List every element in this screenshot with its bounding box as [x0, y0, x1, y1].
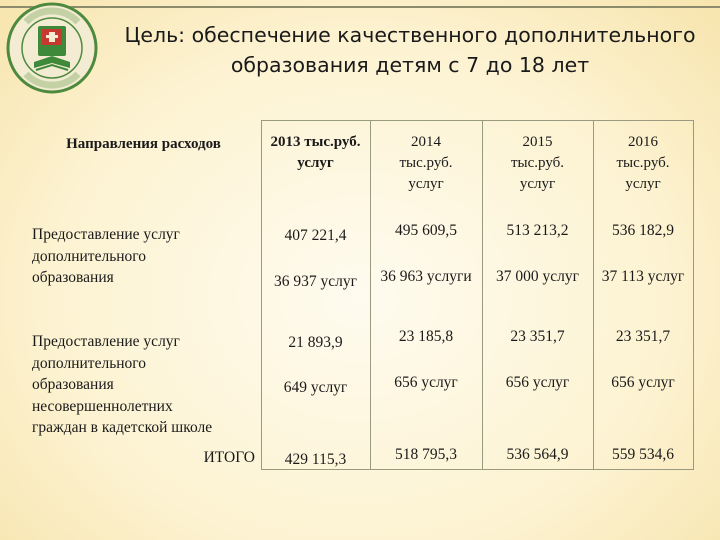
row1-label: Предоставление услуг дополнительного образования: [32, 226, 180, 286]
row2-services-2016: 656 услуг: [611, 374, 675, 391]
slide-title-line1: Цель: обеспечение качественного дополнительного: [124, 23, 696, 47]
header-2016: 2016 тыс.руб. услуг: [616, 134, 670, 192]
row1-services-2016: 37 113 услуг: [601, 268, 685, 285]
top-rule: [0, 6, 720, 8]
row2-money-2013: 21 893,9: [288, 334, 343, 351]
row2-money-2015: 23 351,7: [510, 328, 565, 345]
table-divider: [693, 120, 694, 470]
row2-services-2015: 656 услуг: [505, 374, 570, 391]
emblem-logo: [6, 2, 98, 94]
total-label: ИТОГО: [203, 449, 255, 466]
slide-title-line2: образования детям с 7 до 18 лет: [230, 53, 590, 77]
row2-money-2016: 23 351,7: [615, 328, 671, 345]
row2-label: Предоставление услуг дополнительного образования несовершеннолетних граждан в кадетской школе: [32, 333, 213, 436]
total-2015: 536 564,9: [506, 446, 569, 463]
row1-services-2015: 37 000 услуг: [496, 268, 579, 285]
total-2016: 559 534,6: [612, 446, 674, 463]
row1-money-2014: 495 609,5: [395, 222, 457, 239]
row1-services-2013: 36 937 услуг: [274, 273, 357, 290]
row2-services-2014: 656 услуг: [394, 374, 458, 391]
header-2015: 2015 тыс.руб. услуг: [510, 134, 565, 192]
slide-title: [110, 20, 710, 80]
row1-services-2014: 36 963 услуги: [380, 268, 472, 285]
row1-money-2016: 536 182,9: [612, 222, 674, 239]
expenses-table: [26, 120, 694, 470]
header-2013: 2013 тыс.руб. услуг: [270, 134, 361, 171]
table-rule: [261, 120, 693, 121]
header-2014: 2014 тыс.руб. услуг: [399, 134, 453, 192]
header-directions: Направления расходов: [66, 136, 221, 152]
row1-money-2015: 513 213,2: [506, 222, 569, 239]
row2-money-2014: 23 185,8: [398, 328, 454, 345]
row2-services-2013: 649 услуг: [283, 379, 348, 396]
row1-money-2013: 407 221,4: [284, 227, 347, 244]
total-2014: 518 795,3: [395, 446, 457, 463]
total-2013: 429 115,3: [284, 451, 347, 468]
